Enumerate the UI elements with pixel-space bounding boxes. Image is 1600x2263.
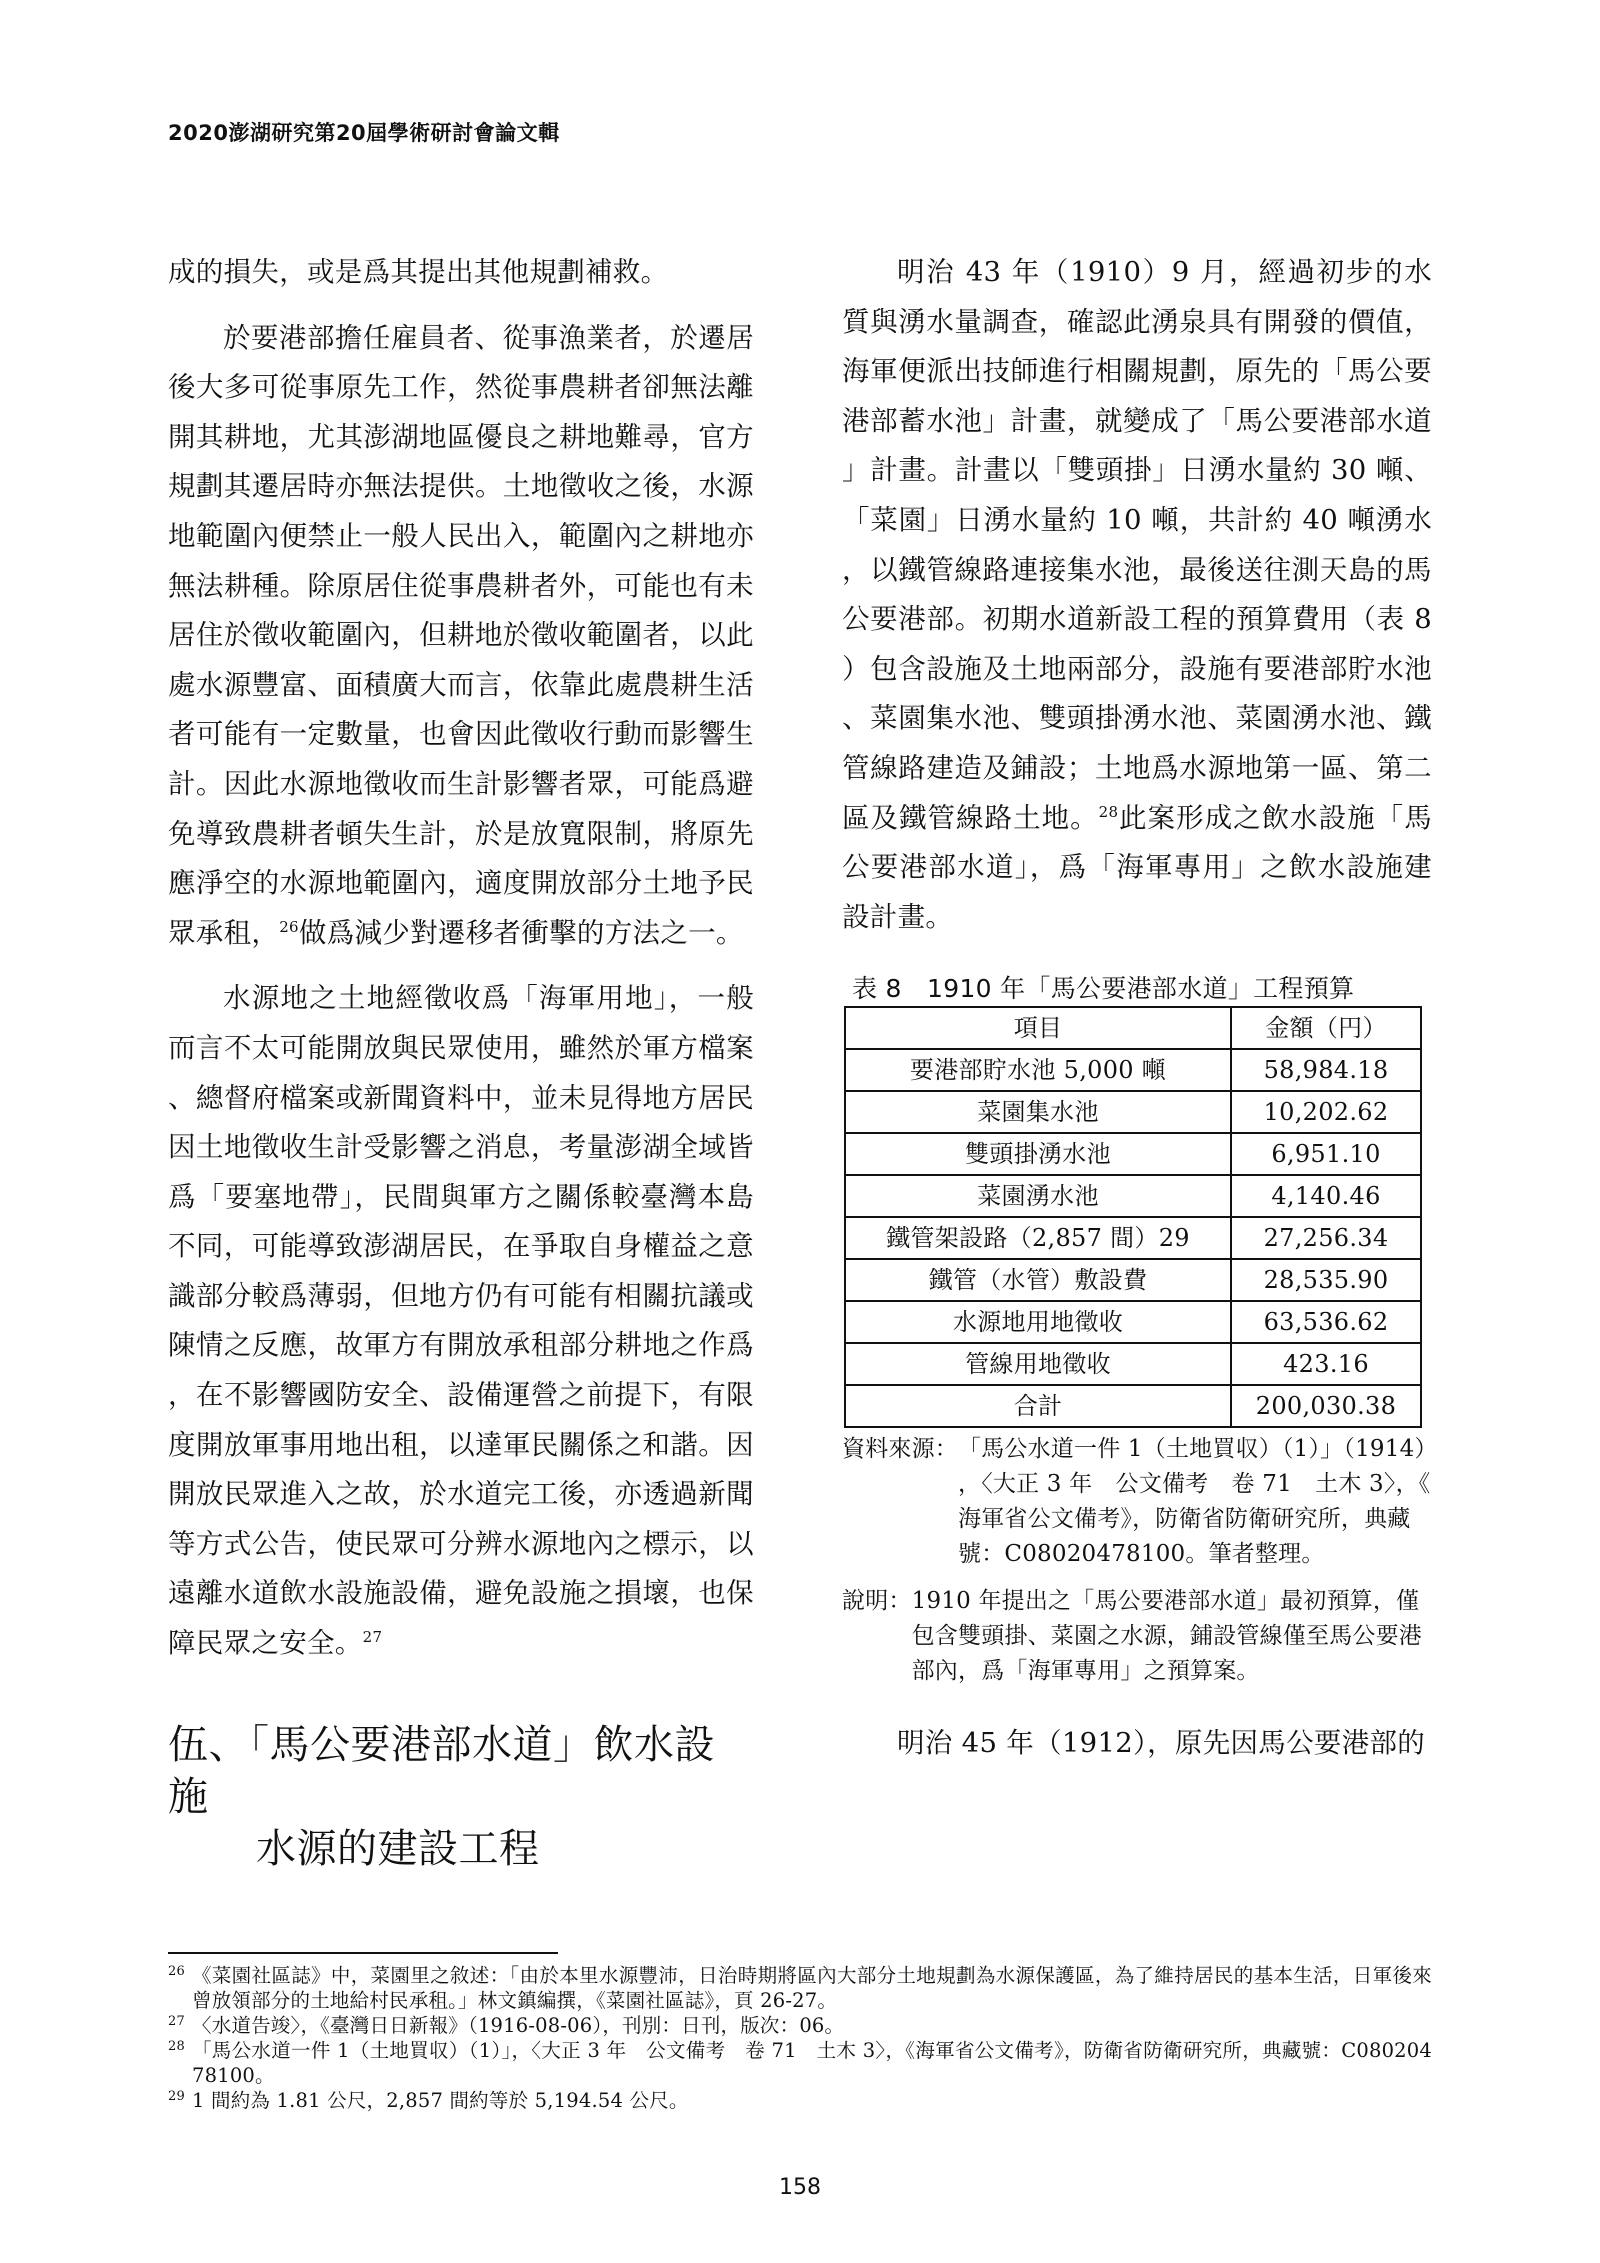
table-header-row xyxy=(845,1007,1421,1049)
table-explanation xyxy=(842,1584,1432,1689)
table-source xyxy=(842,1432,1432,1572)
footnotes xyxy=(168,1963,1432,2113)
cell-item: 水源地用地徵收 xyxy=(845,1301,1231,1343)
footnote-number: 26 xyxy=(168,1964,185,1979)
footnote-29 xyxy=(168,2088,1432,2113)
footnote-ref-26[interactable]: 26 xyxy=(279,917,299,936)
note-text: 1910 年提出之「馬公要港部水道」最初預算，僅包含雙頭掛、菜園之水源，鋪設管線僅至馬公要港部內，爲「海軍專用」之預算案。 xyxy=(911,1588,1423,1685)
paragraph-text: 明治 45 年（1912），原先因馬公要港部的 xyxy=(897,1727,1426,1760)
cell-amount: 27,256.34 xyxy=(1231,1217,1421,1259)
budget-table xyxy=(844,1006,1422,1428)
table-row xyxy=(845,1259,1421,1301)
paragraph-text: 做爲減少對遷移者衝擊的方法之一。 xyxy=(298,916,744,949)
footnote-ref-27[interactable]: 27 xyxy=(362,1627,383,1646)
table-caption: 表 8 1910 年「馬公要港部水道」工程預算 xyxy=(852,974,1355,1004)
paragraph xyxy=(168,314,754,959)
table-row xyxy=(845,1091,1421,1133)
source-text: 「馬公水道一件 1（土地買収）（1）」（1914），〈大正 3 年 公文備考 卷 71 土木 3〉，《海軍省公文備考》，防衛省防衛研究所，典藏號：C08020478100。筆者整理。 xyxy=(958,1436,1431,1568)
cell-amount: 63,536.62 xyxy=(1231,1301,1421,1343)
cell-amount: 423.16 xyxy=(1231,1343,1421,1385)
footnote-number: 29 xyxy=(168,2089,185,2104)
table-row xyxy=(845,1175,1421,1217)
paragraph xyxy=(842,248,1432,942)
cell-amount: 200,030.38 xyxy=(1231,1385,1421,1427)
footnote-number: 28 xyxy=(168,2039,185,2054)
paragraph xyxy=(168,248,754,298)
footnote-separator xyxy=(168,1952,558,1954)
table-row xyxy=(845,1217,1421,1259)
cell-item: 管線用地徵收 xyxy=(845,1343,1231,1385)
footnote-text: 〈水道告竣〉，《臺灣日日新報》（1916-08-06），刊別：日刊，版次：06。 xyxy=(192,2014,845,2037)
page-number: 158 xyxy=(779,2175,821,2200)
cell-amount: 4,140.46 xyxy=(1231,1175,1421,1217)
cell-item: 鐵管架設路（2,857 間）29 xyxy=(845,1217,1231,1259)
page-bottom xyxy=(168,1922,1432,2203)
cell-item: 要港部貯水池 5,000 噸 xyxy=(845,1049,1231,1091)
cell-amount: 10,202.62 xyxy=(1231,1091,1421,1133)
left-column xyxy=(168,248,754,1875)
column-header-item: 項目 xyxy=(845,1007,1231,1049)
footnote-text: 1 間約為 1.81 公尺，2,857 間約等於 5,194.54 公尺。 xyxy=(192,2089,689,2112)
footnote-26 xyxy=(168,1963,1432,2013)
footnote-28 xyxy=(168,2038,1432,2088)
paragraph xyxy=(842,1719,1432,1769)
table-row xyxy=(845,1133,1421,1175)
column-header-amount: 金額（円） xyxy=(1231,1007,1421,1049)
footnote-text: 「馬公水道一件 1（土地買収）（1）」，〈大正 3 年 公文備考 卷 71 土木 3〉，《海軍省公文備考》，防衛省防衛研究所，典藏號：C08020478100。 xyxy=(192,2039,1432,2087)
cell-item: 雙頭掛湧水池 xyxy=(845,1133,1231,1175)
table-row xyxy=(845,1343,1421,1385)
paragraph-text: 成的損失，或是爲其提出其他規劃補救。 xyxy=(168,256,669,288)
running-title: 2020澎湖研究第20屆學術研討會論文輯 xyxy=(168,121,560,145)
footnote-ref-28[interactable]: 28 xyxy=(1098,802,1119,821)
source-label: 資料來源： xyxy=(842,1436,958,1463)
section-heading-line2: 水源的建設工程 xyxy=(256,1825,540,1872)
table-row xyxy=(845,1301,1421,1343)
paragraph xyxy=(168,974,754,1668)
cell-item: 合計 xyxy=(845,1385,1231,1427)
paragraph-text: 水源地之土地經徵收爲「海軍用地」，一般而言不太可能開放與民眾使用，雖然於軍方檔案、總督府檔案或新聞資料中，並未見得地方居民因土地徵收生計受影響之消息，考量澎湖全域皆爲「要塞地帶」，民間與軍方之關係較臺灣本島不同，可能導致澎湖居民，在爭取自身權益之意識部分較爲薄弱，但地方仍有可能有相關抗議或陳情之反應，故軍方有開放承租部分耕地之作爲，在不影響國防安全、設備運營之前提下，有限度開放軍事用地出租，以達軍民關係之和諧。因開放民眾進入之故，於水道完工後，亦透過新聞等方式公告，使民眾可分辨水源地內之標示，以遠離水道飲水設施設備，避免設施之損壞，也保障民眾之安全。 xyxy=(168,982,754,1660)
paragraph-text: 於要港部擔任雇員者、從事漁業者，於遷居後大多可從事原先工作，然從事農耕者卻無法離開其耕地，尤其澎湖地區優良之耕地難尋，官方規劃其遷居時亦無法提供。土地徵收之後，水源地範圍內便禁止一般人民出入，範圍內之耕地亦無法耕種。除原居住從事農耕者外，可能也有未居住於徵收範圍內，但耕地於徵收範圍者，以此處水源豐富、面積廣大而言，依靠此處農耕生活者可能有一定數量，也會因此徵收行動而影響生計。因此水源地徵收而生計影響者眾，可能爲避免導致農耕者頓失生計，於是放寬限制，將原先應淨空的水源地範圍內，適度開放部分土地予民眾承租， xyxy=(168,321,754,949)
footnote-27 xyxy=(168,2013,1432,2038)
note-label: 說明： xyxy=(842,1588,912,1615)
cell-amount: 58,984.18 xyxy=(1231,1049,1421,1091)
section-heading xyxy=(168,1719,754,1875)
body-columns xyxy=(168,248,1432,1875)
footnote-text: 《菜園社區誌》中，菜園里之敘述：「由於本里水源豐沛，日治時期將區內大部分土地規劃為水源保護區，為了維持居民的基本生活，日軍後來曾放領部分的土地給村民承租。」林文鎮編撰，《菜園社區誌》，頁 26-27。 xyxy=(192,1964,1432,2012)
paragraph-text: 此案形成之飲水設施「馬公要港部水道」，爲「海軍專用」之飲水設施建設計畫。 xyxy=(842,801,1432,933)
cell-item: 鐵管（水管）敷設費 xyxy=(845,1259,1231,1301)
cell-item: 菜園湧水池 xyxy=(845,1175,1231,1217)
footnote-number: 27 xyxy=(168,2014,185,2029)
cell-amount: 28,535.90 xyxy=(1231,1259,1421,1301)
table-row xyxy=(845,1049,1421,1091)
paragraph-text: 明治 43 年（1910）9 月，經過初步的水質與湧水量調查，確認此湧泉具有開發的價值，海軍便派出技師進行相關規劃，原先的「馬公要港部蓄水池」計畫，就變成了「馬公要港部水道」計畫。計畫以「雙頭掛」日湧水量約 30 噸、「菜園」日湧水量約 10 噸，共計約 40 噸湧水，以鐵管線路連接集水池，最後送往測天島的馬公要港部。初期水道新設工程的預算費用（表 8）包含設施及土地兩部分，設施有要港部貯水池、菜園集水池、雙頭掛湧水池、菜園湧水池、鐵管線路建造及鋪設；土地爲水源地第一區、第二區及鐵管線路土地。 xyxy=(842,256,1432,834)
table-total-row xyxy=(845,1385,1421,1427)
section-heading-line1: 伍、「馬公要港部水道」飲水設施 xyxy=(168,1721,715,1820)
right-column xyxy=(842,248,1432,1769)
cell-amount: 6,951.10 xyxy=(1231,1133,1421,1175)
cell-item: 菜園集水池 xyxy=(845,1091,1231,1133)
